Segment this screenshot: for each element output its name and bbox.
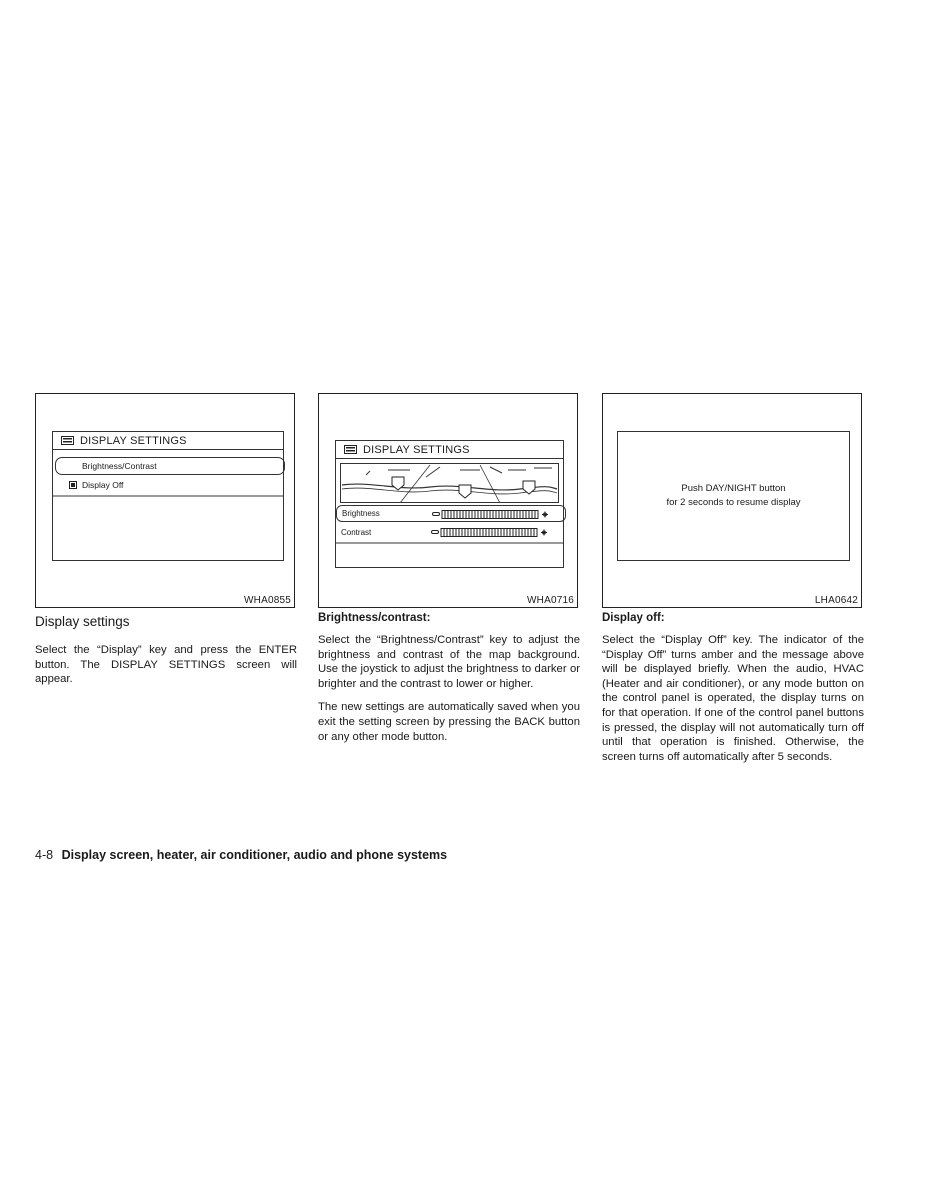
display-settings-screen (52, 431, 284, 561)
figure-brightness-contrast (318, 393, 578, 608)
screen-title-bar (53, 432, 283, 450)
body-paragraph: The new settings are automatically saved when you exit the setting screen by pressing the BACK button or any other mode button. (318, 701, 580, 743)
message-line-2: for 2 seconds to resume display (666, 497, 801, 508)
minus-icon (433, 513, 440, 516)
menu-item-label: Display Off (82, 480, 124, 490)
section-heading: Brightness/contrast: (318, 612, 431, 624)
contrast-slider[interactable] (431, 528, 549, 537)
figure-display-off (602, 393, 862, 608)
map-preview (340, 463, 559, 503)
plus-icon (541, 530, 547, 536)
chapter-title: Display screen, heater, air conditioner, audio and phone systems (61, 848, 448, 862)
brightness-row[interactable] (336, 505, 566, 522)
slider-label: Brightness (342, 509, 380, 518)
slider-label: Contrast (341, 528, 372, 537)
figure-display-settings (35, 393, 295, 608)
section-heading: Display settings (35, 614, 130, 629)
page-footer (35, 848, 447, 862)
divider-line (53, 495, 283, 497)
column-brightness-contrast (318, 393, 580, 753)
body-paragraph: Select the “Brightness/Contrast” key to adjust the brightness and contrast of the map background. Use the joystick to adjust the brightness to darker or brighter and the contrast to lower or higher. (318, 634, 580, 690)
contrast-row[interactable] (336, 524, 563, 541)
plus-icon (542, 512, 548, 518)
screen-title: DISPLAY SETTINGS (80, 434, 187, 447)
figure-code: WHA0855 (244, 595, 291, 606)
menu-item-label: Brightness/Contrast (82, 461, 157, 471)
menu-icon (61, 436, 74, 445)
menu-item-display-off[interactable] (53, 476, 283, 494)
page-number: 4-8 (35, 848, 54, 862)
body-paragraph: Select the “Display” key and press the ENTER button. The DISPLAY SETTINGS screen will appear. (35, 644, 297, 686)
column-display-settings (35, 393, 297, 696)
message-line-1: Push DAY/NIGHT button (681, 483, 786, 494)
minus-icon (432, 531, 439, 534)
brightness-slider[interactable] (432, 510, 550, 519)
resume-message (618, 482, 849, 510)
column-display-off (602, 393, 864, 773)
figure-code: WHA0716 (527, 595, 574, 606)
menu-icon (344, 445, 357, 454)
figure-code: LHA0642 (814, 595, 858, 606)
brightness-contrast-screen (335, 440, 564, 568)
indicator-icon (69, 481, 77, 489)
menu-item-brightness-contrast[interactable] (55, 457, 285, 475)
section-heading: Display off: (602, 612, 665, 624)
screen-title-bar (336, 441, 563, 459)
divider-line (336, 542, 563, 544)
body-paragraph: Select the “Display Off” key. The indicator of the “Display Off” turns amber and the message above will be displayed briefly. When the audio, HVAC (Heater and air conditioner), or any mode button on the control panel is operated, the display turns on for that operation. If one of the control panel buttons is pressed, the display will not automatically turn off until that operation is finished. Otherwise, the screen turns off automatically after 5 seconds. (602, 634, 864, 763)
screen-title: DISPLAY SETTINGS (363, 443, 470, 456)
display-off-screen (617, 431, 850, 561)
